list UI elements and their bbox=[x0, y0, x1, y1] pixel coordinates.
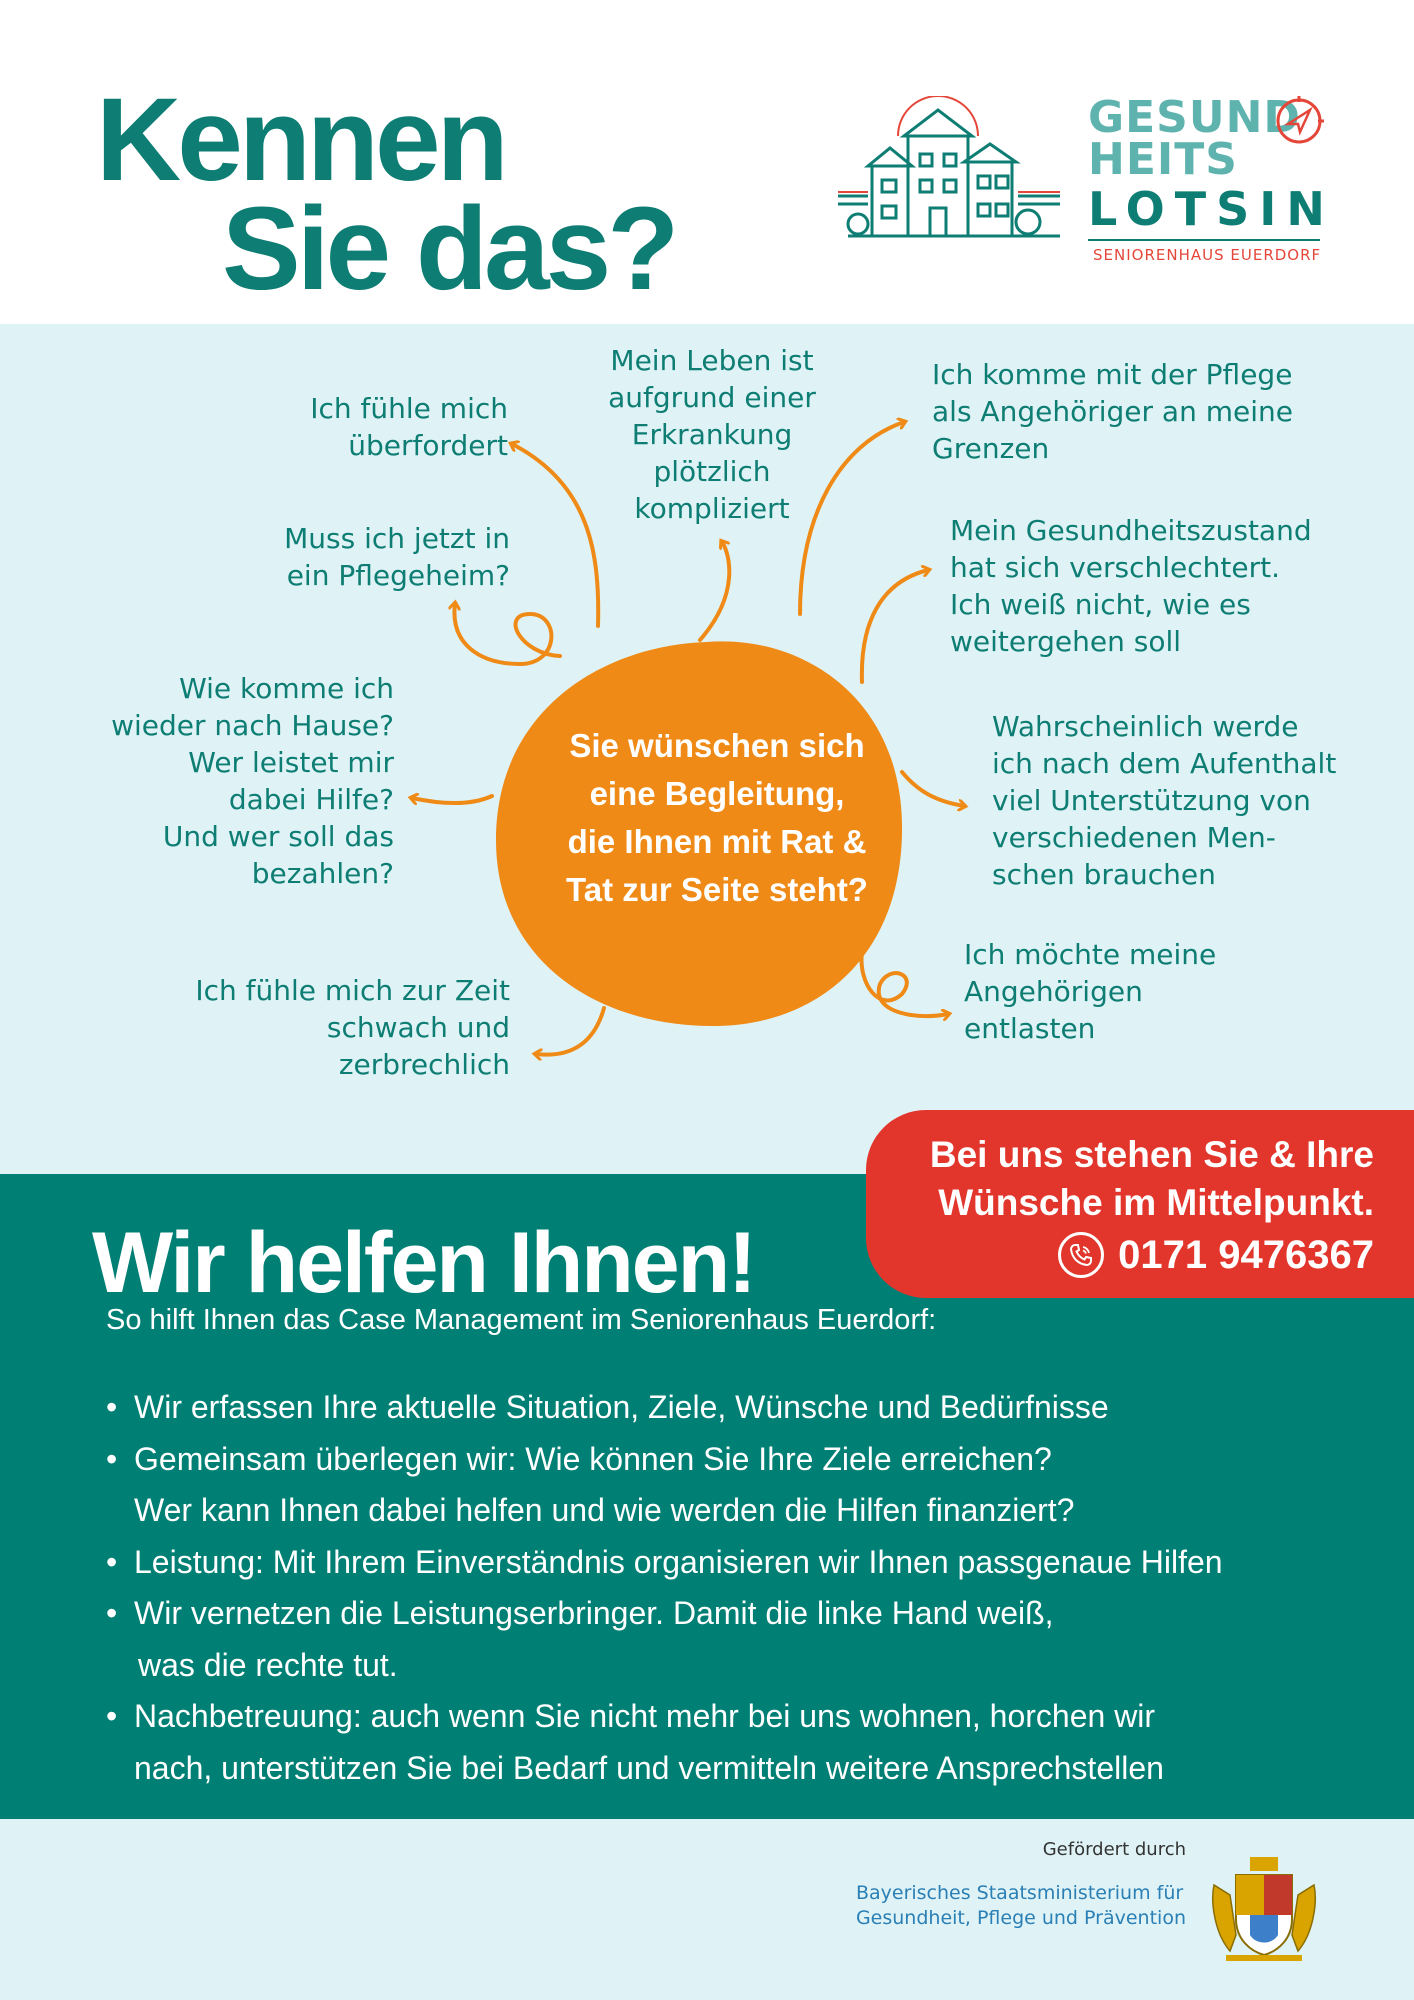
arrow-to-leben bbox=[700, 542, 729, 640]
bavarian-coat-of-arms-icon bbox=[1206, 1855, 1322, 1965]
logo-word-heits: HEITS bbox=[1088, 134, 1238, 185]
callout-line-1: Bei uns stehen Sie & Ihre bbox=[929, 1134, 1374, 1175]
contact-callout bbox=[866, 1110, 1414, 1298]
concern-nach-hause: Wie komme ich wieder nach Hause? Wer leistet mir dabei Hilfe? Und wer soll das bezahlen? bbox=[111, 672, 394, 890]
concerns-section bbox=[0, 324, 1414, 1174]
center-question-line: Sie wünschen sich bbox=[569, 727, 865, 764]
arrow-to-entlasten bbox=[862, 952, 948, 1016]
arrow-to-nach-hause bbox=[412, 796, 492, 803]
help-title: Wir helfen Ihnen! bbox=[92, 1215, 755, 1311]
concern-gesundheitszustand: Mein Gesundheitszustand hat sich verschlechtert. Ich weiß nicht, wie es weitergehen soll bbox=[950, 514, 1312, 658]
help-intro: So hilft Ihnen das Case Management im Seniorenhaus Euerdorf: bbox=[106, 1304, 937, 1336]
concern-angehoerige-entlasten: Ich möchte meine Angehörigen entlasten bbox=[964, 938, 1217, 1045]
concern-ueberfordert: Ich fühle mich überfordert bbox=[310, 392, 508, 462]
arrow-to-pflegeheim bbox=[454, 604, 560, 664]
logo-word-gesund: GESUND bbox=[1088, 92, 1301, 143]
concern-unterstuetzung: Wahrscheinlich werde ich nach dem Aufenthalt viel Unterstützung von verschiedenen Men- schen brauchen bbox=[992, 710, 1337, 891]
funded-by-label: Gefördert durch bbox=[1042, 1839, 1186, 1860]
list-item: • Gemeinsam überlegen wir: Wie können Sie Ihre Ziele erreichen? Wer kann Ihnen dabei helfen und wie werden die Hilfen finanziert? bbox=[106, 1434, 1306, 1537]
ministry-line: Bayerisches Staatsministerium für bbox=[855, 1882, 1184, 1904]
logo-subtitle: SENIORENHAUS EUERDORF bbox=[1093, 246, 1322, 264]
concern-zerbrechlich: Ich fühle mich zur Zeit schwach und zerbrechlich bbox=[195, 974, 510, 1081]
list-item: • Nachbetreuung: auch wenn Sie nicht mehr bei uns wohnen, horchen wir nach, unterstützen Sie bei Bedarf und vermitteln weitere Ansprechstellen bbox=[106, 1691, 1306, 1794]
logo-divider bbox=[1088, 239, 1320, 241]
concern-pflegeheim: Muss ich jetzt in ein Pflegeheim? bbox=[284, 522, 510, 592]
phone-icon bbox=[1058, 1232, 1104, 1278]
ministry-name bbox=[856, 1881, 1186, 1931]
phone-number[interactable]: 0171 9476367 bbox=[1118, 1232, 1374, 1277]
center-question bbox=[512, 722, 922, 914]
concern-pflege-grenzen: Ich komme mit der Pflege als Angehöriger an meine Grenzen bbox=[932, 358, 1293, 465]
footer bbox=[0, 1819, 1414, 2000]
concern-leben-kompliziert: Mein Leben ist aufgrund einer Erkrankung plötzlich kompliziert bbox=[608, 344, 816, 525]
list-item: • Leistung: Mit Ihrem Einverständnis organisieren wir Ihnen passgenaue Hilfen bbox=[106, 1537, 1306, 1589]
list-item: • Wir vernetzen die Leistungserbringer. Damit die linke Hand weiß, was die rechte tut. bbox=[106, 1588, 1306, 1691]
logo-word-lotsin: LOTSIN bbox=[1088, 182, 1335, 236]
ministry-line: Gesundheit, Pflege und Prävention bbox=[855, 1907, 1186, 1929]
center-question-line: die Ihnen mit Rat & bbox=[567, 823, 867, 860]
list-item: • Wir erfassen Ihre aktuelle Situation, Ziele, Wünsche und Bedürfnisse bbox=[106, 1382, 1306, 1434]
headline-line-1: Kennen bbox=[96, 74, 505, 206]
callout-line-2: Wünsche im Mittelpunkt. bbox=[938, 1182, 1374, 1223]
center-question-line: eine Begleitung, bbox=[589, 775, 845, 812]
headline-line-2: Sie das? bbox=[222, 182, 676, 315]
seniorenhaus-building-icon bbox=[838, 96, 1078, 246]
help-list bbox=[106, 1382, 1306, 1794]
center-question-line: Tat zur Seite steht? bbox=[566, 871, 868, 908]
arrow-to-zerbrechlich bbox=[536, 1008, 604, 1055]
phone-contact[interactable] bbox=[1058, 1230, 1374, 1280]
arrow-to-gesundheitszustand bbox=[862, 570, 928, 682]
compass-icon bbox=[1274, 96, 1324, 146]
page-headline bbox=[96, 74, 676, 315]
gesundheitslotsin-logo bbox=[838, 90, 1335, 270]
